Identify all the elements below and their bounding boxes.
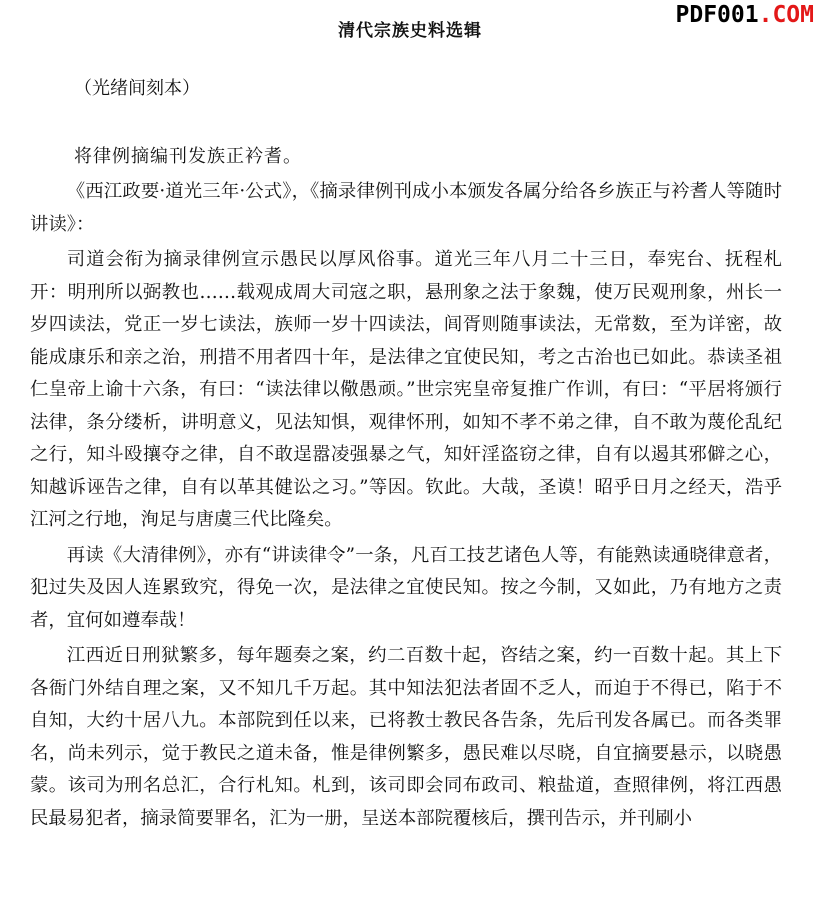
document-body — [30, 74, 782, 835]
watermark-logo — [676, 2, 814, 28]
body-paragraph: 司道会衔为摘录律例宣示愚民以厚风俗事。道光三年八月二十三日，奉宪台、抚程札开：明刑所以弼教也……载观成周大司寇之职，悬刑象之法于象魏，使万民观刑象，州长一岁四读法，党正一岁七读法，族师一岁十四读法，闾胥则随事读法，无常数，至为详密，故能成康乐和亲之治，刑措不用者四十年，是法律之宜使民知，考之古治也已如此。恭读圣祖仁皇帝上谕十六条，有曰：“读法律以儆愚顽。”世宗宪皇帝复推广作训，有曰：“平居将颁行法律，条分缕析，讲明意义，见法知惧，观律怀刑，如知不孝不弟之律，自不敢为蔑伦乱纪之行，知斗殴攘夺之律，自不敢逞嚣凌强暴之气，知奸淫盗窃之律，自有以遏其邪僻之心，知越诉诬告之律，自有以革其健讼之习。”等因。钦此。大哉，圣谟！昭乎日月之经天，浩乎江河之行地，洵足与唐虞三代比隆矣。 — [30, 249, 782, 530]
page-header — [0, 0, 820, 46]
watermark-text-domain: .COM — [758, 2, 814, 28]
edition-note: （光绪间刻本） — [74, 78, 200, 99]
entry-title: 将律例摘编刊发族正衿耆。 — [74, 146, 302, 167]
running-title: 清代宗族史料选辑 — [338, 21, 482, 41]
source-citation-paragraph: 《西江政要·道光三年·公式》，《摘录律例刊成小本颁发各属分给各乡族正与衿耆人等随时讲读》： — [30, 181, 782, 235]
watermark-text-main: PDF001 — [675, 2, 759, 28]
body-paragraph: 再读《大清律例》，亦有“讲读律令”一条，凡百工技艺诸色人等，有能熟读通晓律意者，犯过失及因人连累致究，得免一次，是法律之宜使民知。按之今制，又如此，乃有地方之责者，宜何如遵奉哉！ — [30, 544, 782, 631]
body-paragraph: 江西近日刑狱繁多，每年题奏之案，约二百数十起，咨结之案，约一百数十起。其上下各衙门外结自理之案，又不知几千万起。其中知法犯法者固不乏人，而迫于不得已，陷于不自知，大约十居八九。本部院到任以来，已将教士教民各告条，先后刊发各属已。而各类罪名，尚未列示，觉于教民之道未备，惟是律例繁多，愚民难以尽晓，自宜摘要悬示，以晓愚蒙。该司为刑名总汇，合行札知。札到，该司即会同布政司、粮盐道，查照律例，将江西愚民最易犯者，摘录简要罪名，汇为一册，呈送本部院覆核后，撰刊告示，并刊刷小 — [30, 645, 782, 829]
